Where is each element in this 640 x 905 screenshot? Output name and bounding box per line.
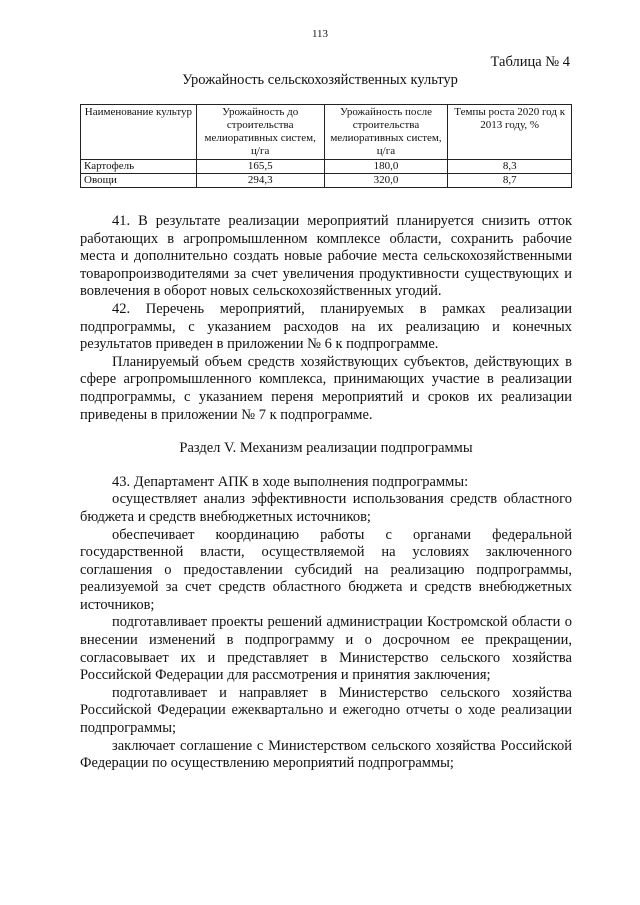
yield-after-cell: 320,0 bbox=[324, 174, 448, 188]
table-label: Таблица № 4 bbox=[490, 54, 570, 70]
page-number: 113 bbox=[311, 28, 329, 40]
paragraph-43-analysis: осуществляет анализ эффективности использования средств областного бюджета и средств внебюджетных источников; bbox=[80, 491, 572, 525]
yield-after-cell: 180,0 bbox=[324, 160, 448, 174]
table-title: Урожайность сельскохозяйственных культур bbox=[182, 72, 458, 88]
growth-rate-cell: 8,7 bbox=[448, 174, 572, 188]
crop-name-cell: Овощи bbox=[81, 174, 197, 188]
header-growth-rate: Темпы роста 2020 год к 2013 году, % bbox=[448, 105, 572, 160]
paragraph-43-agreement: заключает соглашение с Министерством сельского хозяйства Российской Федерации по осуществлению мероприятий подпрограммы; bbox=[80, 737, 572, 772]
paragraph-41: 41. В результате реализации мероприятий планируется снизить отток работающих в агропромышленном комплексе области, сохранить рабочие места и дополнительно создать новые рабочие места сельскохозяйственными товаропроизводителями за счет увеличения продуктивности существующих и вовлечения в оборот новых сельскохозяйственных угодий. bbox=[80, 213, 572, 300]
table-row bbox=[81, 174, 572, 188]
section-heading: Раздел V. Механизм реализации подпрограммы bbox=[179, 440, 473, 457]
paragraph-42: 42. Перечень мероприятий, планируемых в рамках реализации подпрограммы, с указанием расходов на их реализацию и конечных результатов приведен в приложении № 6 к подпрограмме. bbox=[80, 300, 572, 353]
paragraph-42-investments: Планируемый объем средств хозяйствующих субъектов, действующих в сфере агропромышленного комплекса, принимающих участие в реализации подпрограммы, с указанием переня мероприятий и сроков их реализации приведены в приложении № 7 к подпрограмме. bbox=[80, 353, 572, 423]
growth-rate-cell: 8,3 bbox=[448, 160, 572, 174]
yield-before-cell: 294,3 bbox=[196, 174, 324, 188]
table-header-row bbox=[81, 105, 572, 160]
yield-before-cell: 165,5 bbox=[196, 160, 324, 174]
header-crop-name: Наименование культур bbox=[81, 105, 197, 160]
table-row bbox=[81, 160, 572, 174]
crop-name-cell: Картофель bbox=[81, 160, 197, 174]
crop-yield-table bbox=[80, 104, 572, 188]
header-yield-before: Урожайность до строительства мелиоративных систем, ц/га bbox=[196, 105, 324, 160]
paragraph-43-reports: подготавливает и направляет в Министерство сельского хозяйства Российской Федерации ежеквартально и ежегодно отчеты о ходе реализации подпрограммы; bbox=[80, 684, 572, 737]
header-yield-after: Урожайность после строительства мелиоративных систем, ц/га bbox=[324, 105, 448, 160]
paragraph-43: 43. Департамент АПК в ходе выполнения подпрограммы: bbox=[112, 473, 469, 490]
paragraph-43-draft-decisions: подготавливает проекты решений администрации Костромской области о внесении изменений в подпрограмму и о досрочном ее прекращении, согласовывает их и представляет в Министерство сельского хозяйства Российской Федерации для рассмотрения и принятия заключения; bbox=[80, 614, 572, 684]
body-text bbox=[80, 213, 572, 773]
paragraph-43-coordination: обеспечивает координацию работы с органами федеральной государственной власти, осуществляемой на условиях заключенного соглашения о предоставлении субсидий на реализацию подпрограммы, реализуемой за счет средств областного бюджета и средств внебюджетных источников; bbox=[80, 526, 572, 613]
